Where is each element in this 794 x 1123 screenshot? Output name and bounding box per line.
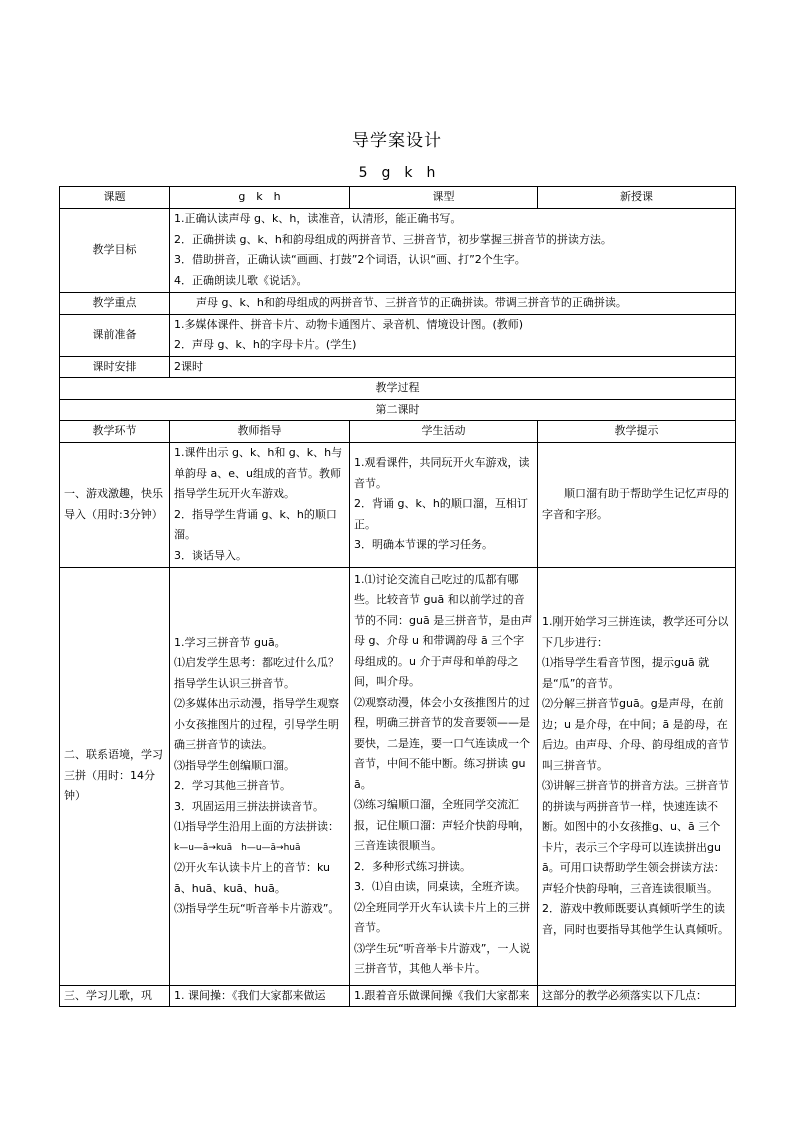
teacher-item: 1.学习三拼音节 guā。 — [174, 635, 286, 649]
lesson-subtitle: 5 g k h — [358, 165, 436, 181]
teacher-cell — [170, 567, 350, 985]
stage-row-3 — [60, 985, 736, 1007]
type-label: 课型 — [350, 187, 538, 209]
stage-cell: 三、学习儿歌，巩 — [60, 985, 170, 1007]
tips-item: 2．游戏中教师既要认真倾听学生的读音，同时也要指导其他学生认真倾听。 — [542, 902, 729, 936]
tips-item: 顺口溜有助于帮助学生记忆声母的字音和字形。 — [542, 487, 729, 521]
stage-cell: 二、联系语境，学习三拼（用时：14分钟） — [60, 567, 170, 985]
student-item: 3．⑴自由读，同桌读，全班齐读。 — [354, 880, 526, 893]
focus-label: 教学重点 — [60, 292, 170, 314]
student-item: 3．明确本节课的学习任务。 — [354, 538, 493, 552]
document-title: 导学案设计 — [352, 131, 442, 151]
tips-cell — [538, 442, 736, 567]
teacher-item: ⑶指导学生创编顺口溜。 — [174, 758, 295, 772]
info-row-goals — [60, 208, 736, 292]
column-header: 教师指导 — [170, 421, 350, 443]
tips-item: 1.刚开始学习三拼连读，教学还可分以下几步进行： — [542, 615, 729, 649]
column-header: 教学环节 — [60, 421, 170, 443]
tips-item: ⑶讲解三拼音节的拼音方法。三拼音节的拼读与两拼音节一样，快速连读不断。如图中的小女孩推g、u、ā 三个卡片，表示三个字母可以连读拼出guā。可用口诀帮助学生领会拼读方法：声轻介快韵母响，三音连读很顺当。 — [542, 779, 729, 895]
goal-item: 2．正确拼读 g、k、h和韵母组成的两拼音节、三拼音节，初步掌握三拼音节的拼读方法。 — [174, 232, 612, 246]
process-header: 教学过程 — [60, 378, 736, 400]
student-item: 1.观看课件，共同玩开火车游戏，读音节。 — [354, 456, 530, 490]
student-cell — [350, 442, 538, 567]
goals-cell — [170, 208, 736, 292]
student-item: ⑵观察动漫，体会小女孩推图片的过程，明确三拼音节的发音要领——是要快，二是连，要一口气连读成一个音节，中间不能中断。练习拼读 guā。 — [354, 695, 530, 791]
prep-label: 课前准备 — [60, 314, 170, 356]
tips-item: ⑵分解三拼音节guā。g是声母，在前边；u 是介母，在中间；ā 是韵母，在后边。由声母、介母、韵母组成的音节叫三拼音节。 — [542, 697, 729, 772]
process-header-row — [60, 378, 736, 400]
goals-label: 教学目标 — [60, 208, 170, 292]
lesson-header: 第二课时 — [60, 399, 736, 421]
teacher-item: ⑵多媒体出示动漫，指导学生观察小女孩推图片的过程，引导学生明确三拼音节的读法。 — [174, 697, 339, 751]
stage-cell: 一、游戏激趣，快乐导入（用时:3分钟） — [60, 442, 170, 567]
lesson-plan-table — [59, 186, 736, 1007]
teacher-item: ⑶指导学生玩“听音举卡片游戏”。 — [174, 902, 340, 915]
goal-item: 4．正确朗读儿歌《说话》。 — [174, 273, 308, 287]
student-item: ⑵全班同学开火车认读卡片上的三拼音节。 — [354, 900, 530, 934]
prep-item: 1.多媒体课件、拼音卡片、动物卡通图片、录音机、情境设计图。(教师) — [174, 317, 524, 331]
tips-item: ⑴指导学生看音节图，提示guā 就是“瓜”的音节。 — [542, 656, 710, 690]
teacher-item: ⑴启发学生思考：都吃过什么瓜？指导学生认识三拼音节。 — [174, 656, 339, 690]
teacher-item: ⑴指导学生沿用上面的方法拼读： — [174, 820, 339, 833]
type-value: 新授课 — [538, 187, 736, 209]
schedule-value: 2课时 — [170, 356, 736, 378]
teacher-cell — [170, 442, 350, 567]
student-item: 2．多种形式练习拼读。 — [354, 859, 471, 873]
student-item: 1.⑴讨论交流自己吃过的瓜都有哪些。比较音节 guā 和以前学过的音节的不同：guā 是三拼音节，是由声母 g、介母 u 和带调韵母 ā 三个字母组成的。u 介于声母和单韵母之间，叫介母。 — [354, 572, 533, 688]
student-cell — [350, 567, 538, 985]
topic-value: g k h — [170, 187, 350, 209]
teacher-item: 1.课件出示 g、k、h和 g、k、h与单韵母 a、e、u组成的音节。教师指导学生玩开火车游戏。 — [174, 446, 343, 500]
stage-row-1 — [60, 442, 736, 567]
tips-cell — [538, 567, 736, 985]
student-cell: 1.跟着音乐做课间操《我们大家都来 — [350, 985, 538, 1007]
column-header: 教学提示 — [538, 421, 736, 443]
student-item: 2．背诵 g、k、h的顺口溜，互相订正。 — [354, 497, 528, 531]
goal-item: 3．借助拼音，正确认读“画画、打鼓”2个词语，认识“画、打”2个生字。 — [174, 253, 526, 266]
teacher-item: 2．指导学生背诵 g、k、h的顺口溜。 — [174, 507, 337, 541]
info-row-focus — [60, 292, 736, 314]
column-header-row — [60, 421, 736, 443]
teacher-item: 3．巩固运用三拼法拼读音节。 — [174, 799, 324, 813]
prep-cell — [170, 314, 736, 356]
teacher-item: k—u—ā→kuā h—u—ā→huā — [174, 842, 301, 853]
focus-value: 声母 g、k、h和韵母组成的两拼音节、三拼音节的正确拼读。带调三拼音节的正确拼读。 — [170, 292, 736, 314]
student-item: ⑶练习编顺口溜，全班同学交流汇报，记住顺口溜：声轻介快韵母响，三音连读很顺当。 — [354, 798, 530, 852]
schedule-label: 课时安排 — [60, 356, 170, 378]
info-row-topic — [60, 187, 736, 209]
teacher-item: 3．谈话导入。 — [174, 548, 247, 562]
student-item: ⑶学生玩“听音举卡片游戏”，一人说三拼音节，其他人举卡片。 — [354, 941, 531, 975]
stage-row-2 — [60, 567, 736, 985]
teacher-item: ⑵开火车认读卡片上的音节：kuā、huā、kuā、huā。 — [174, 861, 331, 895]
column-header: 学生活动 — [350, 421, 538, 443]
teacher-cell: 1. 课间操：《我们大家都来做运 — [170, 985, 350, 1007]
topic-label: 课题 — [60, 187, 170, 209]
goal-item: 1.正确认读声母 g、k、h，读准音，认清形，能正确书写。 — [174, 212, 462, 225]
lesson-header-row — [60, 399, 736, 421]
info-row-prep — [60, 314, 736, 356]
info-row-schedule — [60, 356, 736, 378]
prep-item: 2．声母 g、k、h的字母卡片。(学生) — [174, 338, 357, 351]
teacher-item: 2．学习其他三拼音节。 — [174, 779, 291, 792]
tips-cell: 这部分的教学必须落实以下几点： — [538, 985, 736, 1007]
